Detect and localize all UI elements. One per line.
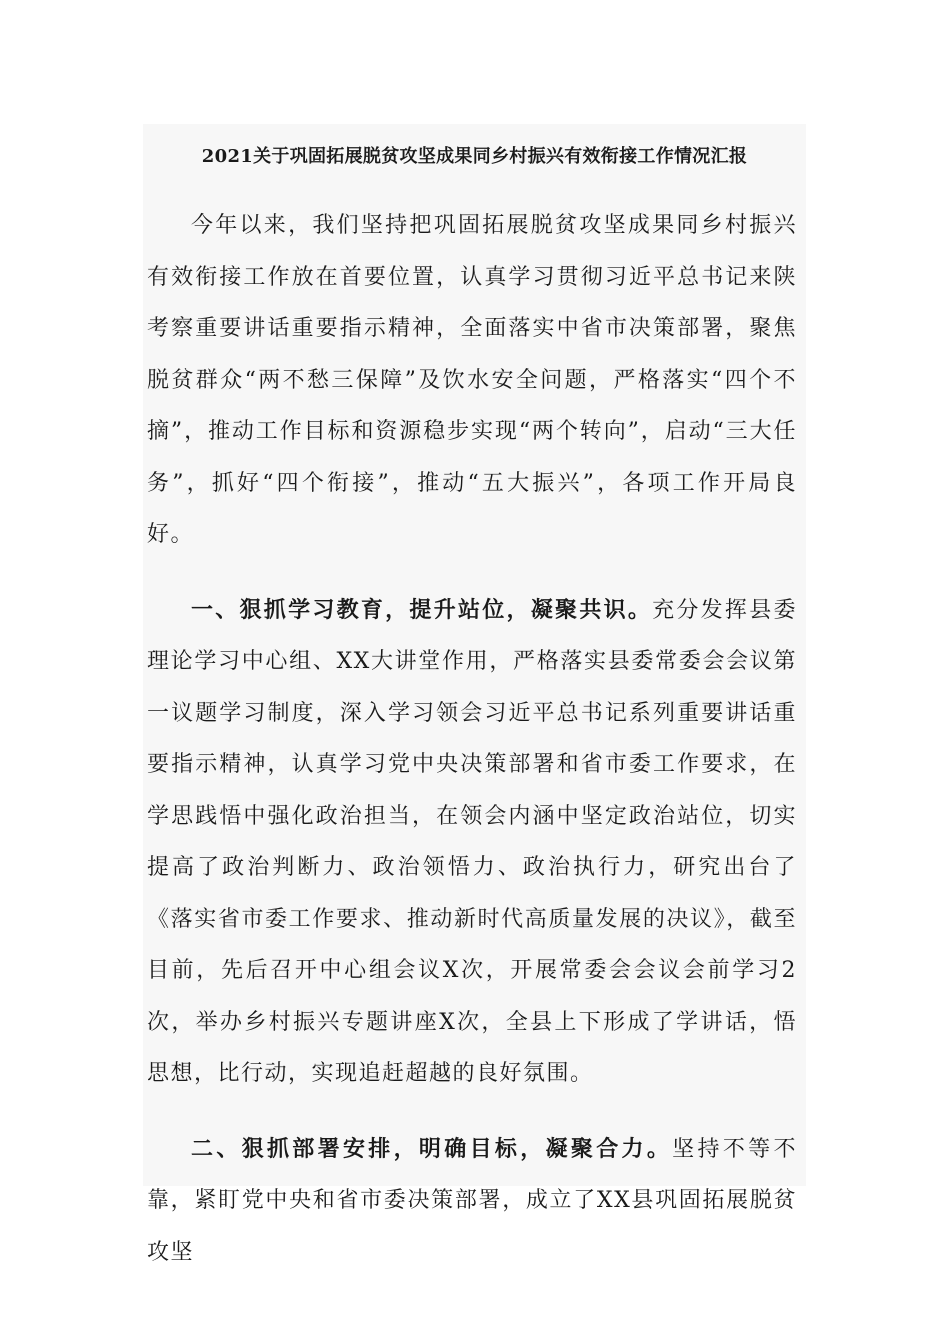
paragraph-intro [147,200,797,561]
section-heading: 一、狠抓学习教育，提升站位，凝聚共识。 [191,596,653,623]
document-body [147,200,797,1278]
paragraph-text: 充分发挥县委理论学习中心组、XX大讲堂作用，严格落实县委常委会会议第一议题学习制度，深入学习领会习近平总书记系列重要讲话重要指示精神，认真学习党中央决策部署和省市委工作要求，在学思践悟中强化政治担当，在领会内涵中坚定政治站位，切实提高了政治判断力、政治领悟力、政治执行力，研究出台了《落实省市委工作要求、推动新时代高质量发展的决议》，截至目前，先后召开中心组会议X次，开展常委会会议会前学习2次，举办乡村振兴专题讲座X次，全县上下形成了学讲话，悟思想，比行动，实现追赶超越的良好氛围。 [147,597,797,1086]
document-page [143,124,806,1265]
paragraph-section-2 [147,1124,797,1279]
paragraph-text: 今年以来，我们坚持把巩固拓展脱贫攻坚成果同乡村振兴有效衔接工作放在首要位置，认真学习贯彻习近平总书记来陕考察重要讲话重要指示精神，全面落实中省市决策部署，聚焦脱贫群众“两不愁三保障”及饮水安全问题，严格落实“四个不摘”，推动工作目标和资源稳步实现“两个转向”，启动“三大任务”，抓好“四个衔接”，推动“五大振兴”，各项工作开局良好。 [147,213,797,547]
paragraph-section-1 [147,585,797,1100]
document-title: 2021关于巩固拓展脱贫攻坚成果同乡村振兴有效衔接工作情况汇报 [201,146,748,167]
paragraph-text: 坚持不等不靠，紧盯党中央和省市委决策部署，成立了XX县巩固拓展脱贫攻坚 [147,1136,797,1265]
section-heading: 二、狠抓部署安排，明确目标，凝聚合力。 [191,1135,673,1162]
